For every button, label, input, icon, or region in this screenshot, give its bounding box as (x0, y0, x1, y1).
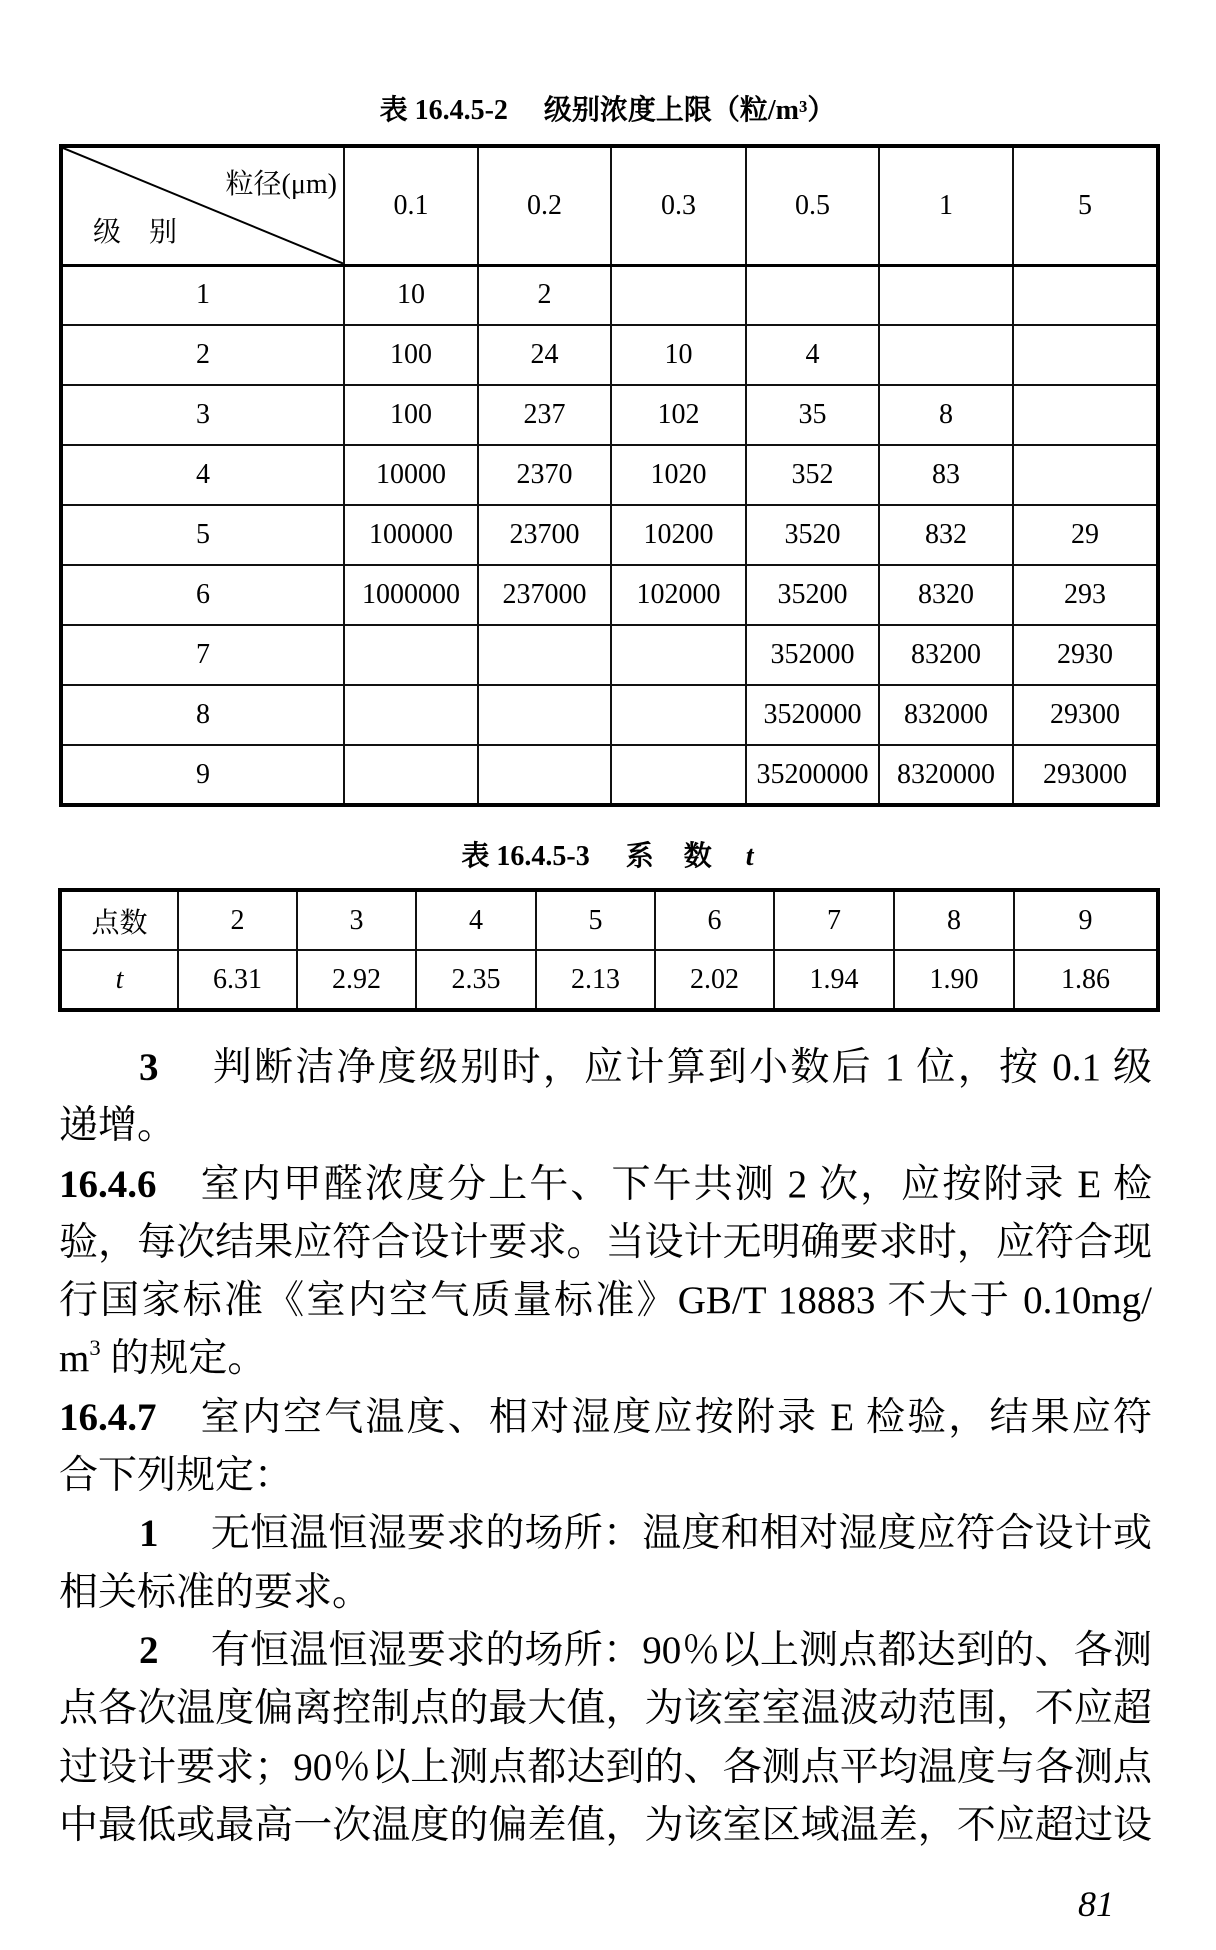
clause-16-4-6-line-4 (59, 1330, 1152, 1388)
item-1-line-1 (59, 1505, 1152, 1563)
concentration-cell: 3520000 (746, 685, 879, 745)
item-text: 判断洁净度级别时，应计算到小数后 1 位，按 0.1 级 (210, 1046, 1152, 1089)
table-row (61, 385, 1158, 445)
t-value-cell: 6.31 (178, 950, 297, 1010)
concentration-cell: 4 (746, 325, 879, 385)
table-caption-16-4-5-3 (59, 839, 1156, 875)
concentration-cell (344, 625, 478, 685)
t-value-cell: 2.02 (655, 950, 774, 1010)
concentration-cell: 352000 (746, 625, 879, 685)
table-number: 表 16.4.5-3 (461, 841, 590, 872)
concentration-cell: 35200000 (746, 745, 879, 805)
table-body (61, 265, 1158, 805)
point-count-cell: 8 (894, 890, 1014, 950)
class-cell: 6 (61, 565, 344, 625)
table-title-variable: t (745, 841, 754, 872)
item-2-line-4: 中最低或最高一次温度的偏差值，为该室区域温差，不应超过设 (59, 1803, 1152, 1847)
concentration-cell: 10200 (611, 505, 746, 565)
t-value-cell: 2.92 (297, 950, 416, 1010)
concentration-cell: 293000 (1013, 745, 1158, 805)
column-header: 0.5 (746, 146, 879, 265)
item-2-line-1 (59, 1622, 1152, 1680)
concentration-cell (1013, 385, 1158, 445)
concentration-cell (611, 265, 746, 325)
concentration-cell: 832000 (879, 685, 1013, 745)
table-title: 级别浓度上限（粒/m³） (543, 95, 836, 126)
concentration-cell: 102 (611, 385, 746, 445)
concentration-cell: 832 (879, 505, 1013, 565)
concentration-cell: 8320 (879, 565, 1013, 625)
item-3-line-1 (59, 1039, 1152, 1097)
clause-number: 16.4.6 (59, 1162, 157, 1206)
column-header: 5 (1013, 146, 1158, 265)
concentration-cell (879, 265, 1013, 325)
column-header: 0.2 (478, 146, 611, 265)
concentration-cell (478, 685, 611, 745)
page-number: 81 (1078, 1884, 1114, 1924)
t-value-cell: 2.13 (536, 950, 655, 1010)
concentration-cell: 8320000 (879, 745, 1013, 805)
table-number: 表 16.4.5-2 (379, 95, 508, 126)
point-count-cell: 6 (655, 890, 774, 950)
concentration-cell: 1000000 (344, 565, 478, 625)
class-cell: 1 (61, 265, 344, 325)
clause-text: 室内空气温度、相对湿度应按附录 E 检验，结果应符 (198, 1395, 1152, 1439)
concentration-cell: 293 (1013, 565, 1158, 625)
coefficient-t-table (58, 888, 1160, 1012)
concentration-cell: 352 (746, 445, 879, 505)
table-row (61, 505, 1158, 565)
item-text: 有恒温恒湿要求的场所：90％以上测点都达到的、各测 (210, 1628, 1152, 1672)
item-1-line-2: 相关标准的要求。 (59, 1570, 372, 1614)
item-2-line-3: 过设计要求；90％以上测点都达到的、各测点平均温度与各测点 (59, 1745, 1152, 1789)
concentration-cell (611, 685, 746, 745)
concentration-cell: 100 (344, 325, 478, 385)
table-caption-16-4-5-2 (59, 93, 1156, 129)
concentration-cell (478, 625, 611, 685)
concentration-cell: 2930 (1013, 625, 1158, 685)
table-row (61, 325, 1158, 385)
clause-16-4-6-line-2: 验，每次结果应符合设计要求。当设计无明确要求时，应符合现 (59, 1220, 1152, 1264)
concentration-cell (1013, 445, 1158, 505)
diagonal-header-cell (61, 146, 344, 265)
table-row (61, 685, 1158, 745)
concentration-cell: 35200 (746, 565, 879, 625)
concentration-cell: 102000 (611, 565, 746, 625)
class-cell: 8 (61, 685, 344, 745)
concentration-cell (1013, 325, 1158, 385)
concentration-cell: 8 (879, 385, 1013, 445)
point-count-cell: 7 (774, 890, 894, 950)
t-value-cell: 1.86 (1014, 950, 1158, 1010)
concentration-cell: 10 (344, 265, 478, 325)
class-cell: 7 (61, 625, 344, 685)
point-count-cell: 2 (178, 890, 297, 950)
concentration-cell: 35 (746, 385, 879, 445)
concentration-cell: 237000 (478, 565, 611, 625)
class-cell: 9 (61, 745, 344, 805)
concentration-cell (879, 325, 1013, 385)
class-cell: 2 (61, 325, 344, 385)
item-number: 2 (139, 1628, 159, 1672)
concentration-cell (611, 625, 746, 685)
row-header-point-count: 点数 (60, 890, 178, 950)
table-row (61, 265, 1158, 325)
table-title-char: 数 (683, 841, 712, 872)
concentration-cell (1013, 265, 1158, 325)
clause-16-4-6-line-3: 行国家标准《室内空气质量标准》GB/T 18883 不大于 0.10mg/ (59, 1279, 1152, 1323)
table-row-point-count (60, 890, 1158, 950)
column-header: 1 (879, 146, 1013, 265)
concentration-cell: 100 (344, 385, 478, 445)
concentration-cell: 23700 (478, 505, 611, 565)
column-header: 0.3 (611, 146, 746, 265)
concentration-cell: 83 (879, 445, 1013, 505)
class-cell: 3 (61, 385, 344, 445)
concentration-cell: 2370 (478, 445, 611, 505)
t-value-cell: 1.94 (774, 950, 894, 1010)
table-title-char: 系 (625, 841, 654, 872)
class-concentration-limit-table (59, 144, 1160, 807)
concentration-cell (344, 685, 478, 745)
table-row-t-value (60, 950, 1158, 1010)
point-count-cell: 4 (416, 890, 536, 950)
table-header-row (61, 146, 1158, 265)
table-row (61, 445, 1158, 505)
class-cell: 5 (61, 505, 344, 565)
unit-exponent: 3 (89, 1335, 101, 1361)
particle-size-header: 粒径(μm) (225, 169, 337, 200)
concentration-cell: 237 (478, 385, 611, 445)
item-text: 无恒温恒湿要求的场所：温度和相对湿度应符合设计或 (210, 1512, 1152, 1556)
point-count-cell: 3 (297, 890, 416, 950)
concentration-cell (746, 265, 879, 325)
concentration-cell: 29 (1013, 505, 1158, 565)
concentration-cell: 10000 (344, 445, 478, 505)
table-row (61, 565, 1158, 625)
clause-number: 16.4.7 (59, 1395, 157, 1439)
concentration-cell: 1020 (611, 445, 746, 505)
item-2-line-2: 点各次温度偏离控制点的最大值，为该室室温波动范围，不应超 (59, 1687, 1152, 1731)
concentration-cell (611, 745, 746, 805)
concentration-cell: 100000 (344, 505, 478, 565)
item-3-line-2: 递增。 (59, 1104, 177, 1148)
t-value-cell: 1.90 (894, 950, 1014, 1010)
row-header-t: t (60, 950, 178, 1010)
unit-base: m (59, 1337, 90, 1381)
clause-16-4-7-line-1 (59, 1389, 1152, 1447)
body-text (59, 1039, 1152, 1855)
point-count-cell: 9 (1014, 890, 1158, 950)
t-value-cell: 2.35 (416, 950, 536, 1010)
concentration-cell: 24 (478, 325, 611, 385)
item-number: 1 (139, 1512, 159, 1556)
class-cell: 4 (61, 445, 344, 505)
concentration-cell (478, 745, 611, 805)
concentration-cell: 83200 (879, 625, 1013, 685)
concentration-cell: 2 (478, 265, 611, 325)
concentration-cell (344, 745, 478, 805)
concentration-cell: 3520 (746, 505, 879, 565)
concentration-cell: 10 (611, 325, 746, 385)
clause-text: 室内甲醛浓度分上午、下午共测 2 次，应按附录 E 检 (198, 1162, 1152, 1206)
table-row (61, 625, 1158, 685)
table-row (61, 745, 1158, 805)
column-header: 0.1 (344, 146, 478, 265)
class-header: 级 别 (93, 216, 178, 248)
clause-16-4-6-line-1 (59, 1156, 1152, 1214)
clause-text: 的规定。 (100, 1337, 267, 1381)
item-number: 3 (139, 1046, 159, 1089)
point-count-cell: 5 (536, 890, 655, 950)
clause-16-4-7-line-2: 合下列规定： (59, 1454, 294, 1498)
concentration-cell: 29300 (1013, 685, 1158, 745)
